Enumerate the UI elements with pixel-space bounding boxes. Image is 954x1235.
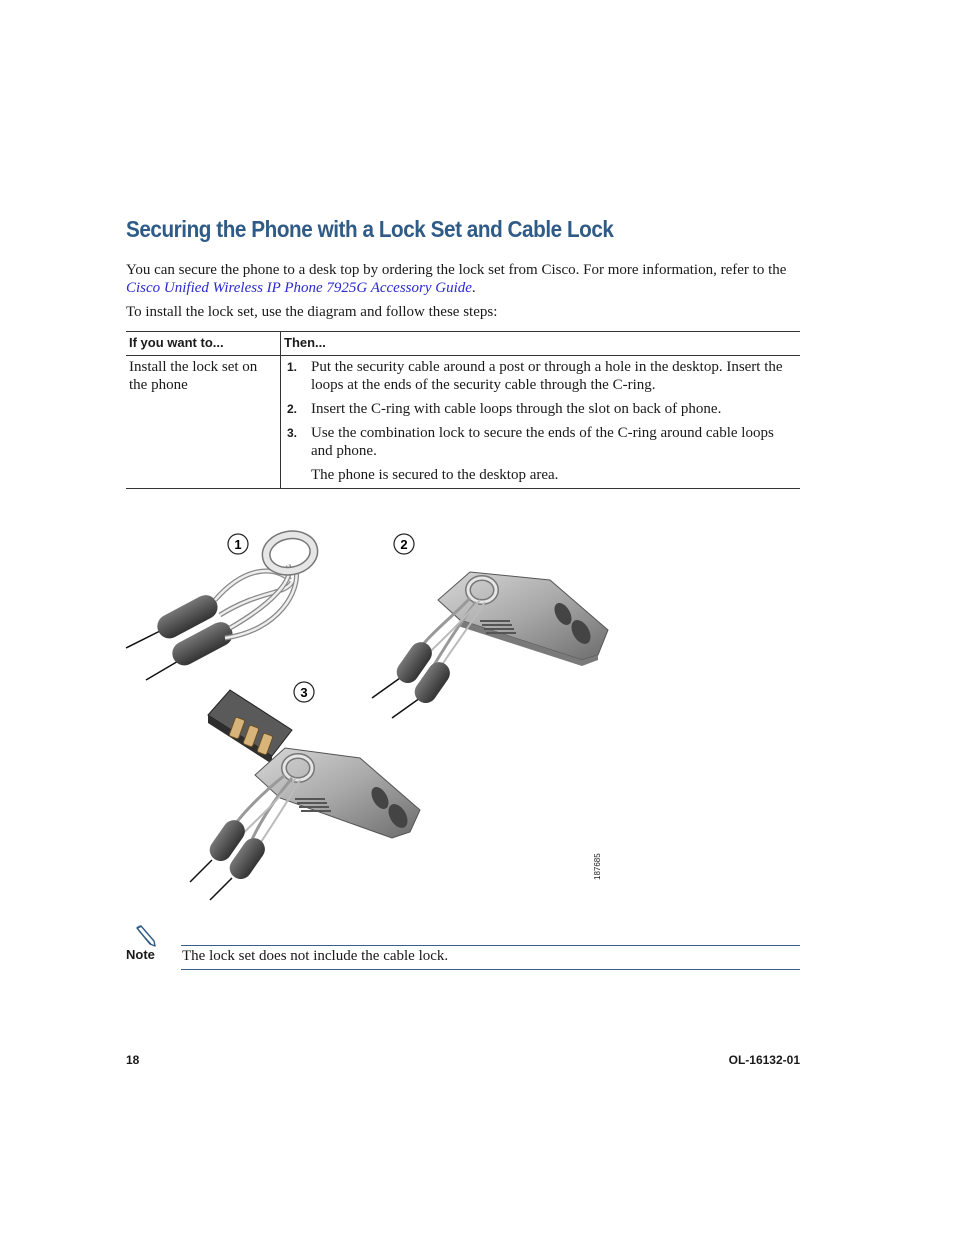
step-number: 2. <box>287 402 298 416</box>
table-header-row <box>126 332 800 356</box>
callout-2 <box>394 534 414 554</box>
callout-1 <box>228 534 248 554</box>
step-3 <box>281 424 800 460</box>
note-text: The lock set does not include the cable lock. <box>182 948 449 964</box>
step-text: Insert the C-ring with cable loops through the slot on back of phone. <box>311 401 722 417</box>
lock-set-diagram <box>120 520 620 910</box>
pencil-icon <box>134 925 158 947</box>
callout-3 <box>294 682 314 702</box>
step-1 <box>281 358 800 394</box>
steps-table <box>126 331 800 489</box>
steps-cell <box>281 356 801 489</box>
callout-2-label: 2 <box>400 537 408 552</box>
callout-3-label: 3 <box>300 685 308 700</box>
instruction-paragraph: To install the lock set, use the diagram and follow these steps: <box>126 304 498 320</box>
panel-1-cable-illustration <box>126 531 317 680</box>
step-number: 1. <box>287 360 298 374</box>
table-row <box>126 356 800 489</box>
col-header-steps: Then... <box>281 332 801 356</box>
panel-3-lock-illustration <box>190 690 420 900</box>
intro-paragraph <box>126 261 806 297</box>
callout-1-label: 1 <box>234 537 242 552</box>
document-number: OL-16132-01 <box>728 1053 800 1067</box>
panel-2-phone-illustration <box>372 572 608 718</box>
step-result: The phone is secured to the desktop area. <box>311 467 559 483</box>
step-text: Use the combination lock to secure the ends of the C-ring around cable loops and phone. <box>311 425 774 459</box>
task-cell: Install the lock set on the phone <box>126 356 281 489</box>
figure-id: 187685 <box>593 853 602 880</box>
step-text: Put the security cable around a post or through a hole in the desktop. Insert the loops at the ends of the security cable through the C-ring. <box>311 359 783 393</box>
col-header-task: If you want to... <box>126 332 281 356</box>
note-label: Note <box>126 947 155 962</box>
intro-text: You can secure the phone to a desk top by ordering the lock set from Cisco. For more information, refer to the <box>126 262 787 278</box>
page-number: 18 <box>126 1053 140 1067</box>
step-number: 3. <box>287 426 298 440</box>
accessory-guide-link[interactable]: Cisco Unified Wireless IP Phone 7925G Accessory Guide <box>126 280 472 296</box>
step-2 <box>281 400 800 418</box>
note-box <box>181 945 800 970</box>
intro-text-end: . <box>471 280 476 296</box>
page-title: Securing the Phone with a Lock Set and Cable Lock <box>126 216 614 242</box>
